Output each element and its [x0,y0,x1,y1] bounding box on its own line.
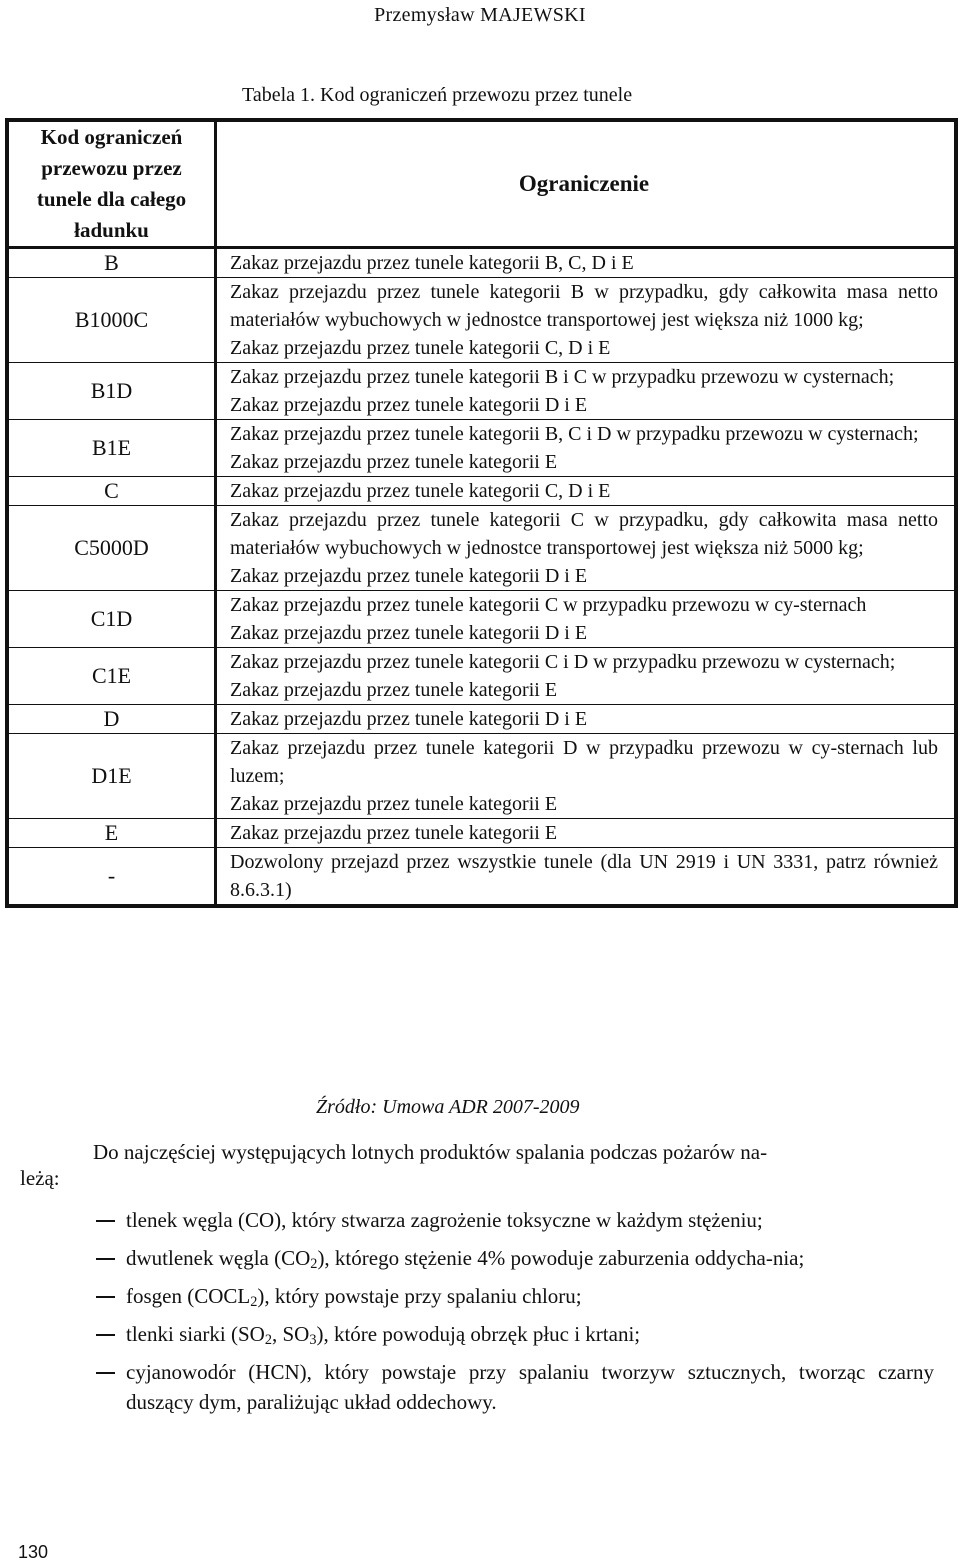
restriction-description-cell [216,278,957,363]
restriction-code-cell: C1E [7,648,216,705]
restriction-text: Zakaz przejazdu przez tunele kategorii E [230,451,558,473]
restriction-text: Zakaz przejazdu przez tunele kategorii D i E [230,394,588,416]
restriction-code-cell: D1E [7,734,216,819]
restriction-text: Zakaz przejazdu przez tunele kategorii E [230,793,558,815]
restriction-code-cell: C [7,477,216,506]
combustion-products-list [0,1205,960,1425]
restriction-code-cell: - [7,848,216,907]
restriction-text: Zakaz przejazdu przez tunele kategorii C, D i E [230,337,611,359]
restriction-description-cell [216,848,957,907]
list-item-text: tlenek węgla (CO), który stwarza zagrożenie toksyczne w każdym stężeniu; [126,1208,763,1232]
restriction-text: Zakaz przejazdu przez tunele kategorii B w przypadku, gdy całkowita masa netto materiałów wybuchowych w jednostce transportowej jest większa niż 1000 kg; [230,281,938,331]
list-item-text: fosgen (COCL [126,1284,251,1308]
table-row [7,591,956,648]
restriction-description-cell [216,420,957,477]
restriction-text: Zakaz przejazdu przez tunele kategorii D i E [230,708,588,730]
restriction-description-cell [216,591,957,648]
table-source: Źródło: Umowa ADR 2007-2009 [316,1096,580,1118]
restriction-code-cell: E [7,819,216,848]
restriction-text: Zakaz przejazdu przez tunele kategorii D i E [230,622,588,644]
table-row [7,506,956,591]
header-code-cell [7,120,216,248]
restriction-description-cell [216,363,957,420]
subscript: 2 [250,1293,258,1310]
table-row [7,705,956,734]
dash-bullet-icon [96,1334,115,1336]
body-paragraph-continuation: leżą: [20,1166,60,1190]
restriction-code-cell: C1D [7,591,216,648]
list-item [0,1243,960,1273]
header-code-line: tunele dla całego [36,187,187,211]
table-row [7,420,956,477]
table-row [7,477,956,506]
restriction-text: Zakaz przejazdu przez tunele kategorii E [230,822,558,844]
dash-bullet-icon [96,1296,115,1298]
body-paragraph: Do najczęściej występujących lotnych produktów spalania podczas pożarów na- [93,1140,768,1164]
list-item-text: tlenki siarki (SO [126,1322,265,1346]
table-header-row [7,120,956,248]
restriction-code-cell: B1D [7,363,216,420]
restriction-text: Zakaz przejazdu przez tunele kategorii C i D w przypadku przewozu w cysternach; [230,651,896,673]
restriction-text: Zakaz przejazdu przez tunele kategorii B i C w przypadku przewozu w cysternach; [230,366,895,388]
restriction-description-cell [216,477,957,506]
subscript: 3 [309,1331,317,1348]
list-item-text: ), którego stężenie 4% powoduje zaburzenia oddycha-nia; [317,1246,805,1270]
header-restriction-cell: Ograniczenie [216,120,957,248]
restriction-text: Zakaz przejazdu przez tunele kategorii D i E [230,565,588,587]
table-row [7,648,956,705]
subscript: 2 [310,1255,318,1272]
restriction-description-cell [216,734,957,819]
restriction-code-cell: B1000C [7,278,216,363]
list-item [0,1319,960,1349]
restriction-code-cell: B [7,248,216,278]
list-item-text: dwutlenek węgla (CO [126,1246,311,1270]
subscript: 2 [264,1331,272,1348]
restriction-text: Zakaz przejazdu przez tunele kategorii C w przypadku przewozu w cy-sternach [230,594,867,616]
restriction-description-cell [216,648,957,705]
page-number: 130 [18,1542,49,1562]
restriction-code-cell: C5000D [7,506,216,591]
restriction-text: Zakaz przejazdu przez tunele kategorii B, C, D i E [230,252,634,274]
dash-bullet-icon [96,1220,115,1222]
header-code-line: Kod ograniczeń [40,125,183,149]
restriction-code-cell: D [7,705,216,734]
table-row [7,248,956,278]
restriction-text: Zakaz przejazdu przez tunele kategorii C w przypadku, gdy całkowita masa netto materiałów wybuchowych w jednostce transportowej jest większa niż 5000 kg; [230,509,938,559]
restriction-code-cell: B1E [7,420,216,477]
restriction-codes-table [5,118,958,908]
restriction-description-cell [216,819,957,848]
table-row [7,734,956,819]
list-item-text: cyjanowodór (HCN), który powstaje przy spalaniu tworzyw sztucznych, tworząc czarny duszący dym, paraliżując układ oddechowy. [126,1360,934,1414]
restriction-description-cell [216,248,957,278]
list-item-text: ), które powodują obrzęk płuc i krtani; [316,1322,641,1346]
header-code-line: przewozu przez [41,156,182,180]
restriction-text: Zakaz przejazdu przez tunele kategorii B, C i D w przypadku przewozu w cysternach; [230,423,919,445]
list-item-text: , SO [271,1322,310,1346]
table-row [7,819,956,848]
restriction-text: Zakaz przejazdu przez tunele kategorii E [230,679,558,701]
table-row [7,363,956,420]
dash-bullet-icon [96,1372,115,1374]
restriction-text: Dozwolony przejazd przez wszystkie tunele (dla UN 2919 i UN 3331, patrz również 8.6.3.1) [230,851,938,901]
list-item [0,1357,960,1417]
restriction-description-cell [216,705,957,734]
restriction-text: Zakaz przejazdu przez tunele kategorii C, D i E [230,480,611,502]
table-row [7,848,956,907]
table-caption: Tabela 1. Kod ograniczeń przewozu przez tunele [242,84,633,106]
restriction-description-cell [216,506,957,591]
dash-bullet-icon [96,1258,115,1260]
running-header-author: Przemysław MAJEWSKI [374,4,586,26]
list-item-text: ), który powstaje przy spalaniu chloru; [257,1284,582,1308]
header-code-line: ładunku [74,218,149,242]
list-item [0,1205,960,1235]
table-row [7,278,956,363]
restriction-text: Zakaz przejazdu przez tunele kategorii D w przypadku przewozu w cy-sternach lub luzem; [230,737,938,787]
list-item [0,1281,960,1311]
